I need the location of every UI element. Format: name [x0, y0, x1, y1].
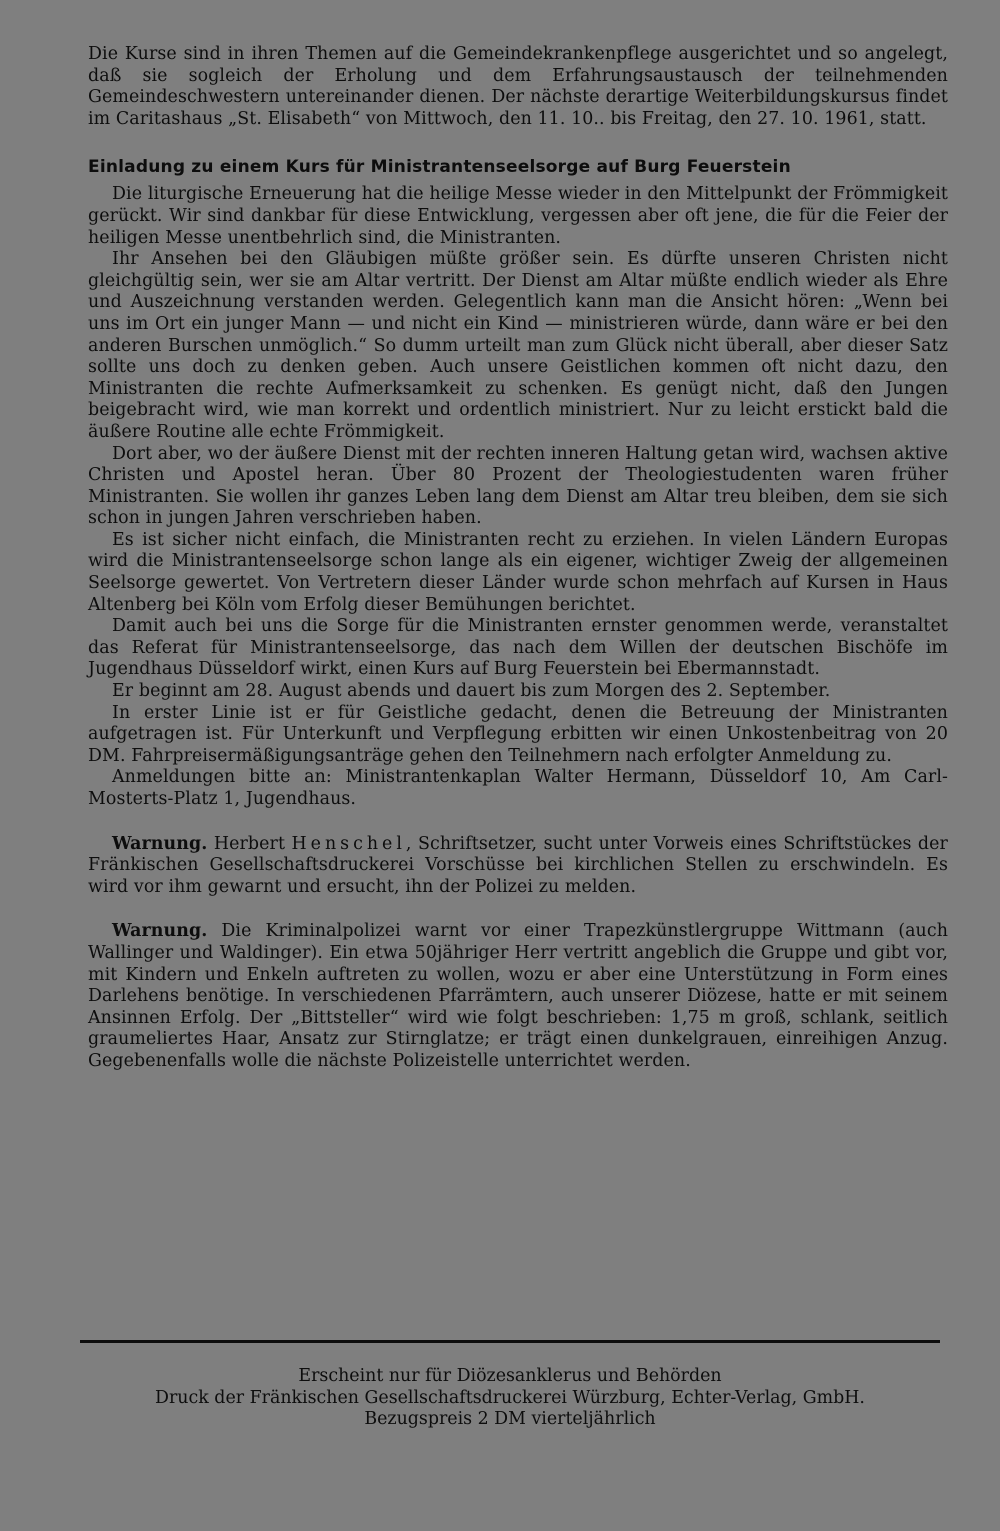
section-paragraph: In erster Linie ist er für Geistliche gedacht, denen die Betreuung der Ministranten aufgetragen ist. Für Unterkunft und Verpflegung erbitten wir einen Unkostenbeitrag von 20 DM. Fahrpreisermäßigungsanträge gehen den Teilnehmern nach erfolgter Anmeldung zu.: [88, 702, 948, 766]
warning-text: , Schriftsetzer, sucht unter Vorweis eines Schriftstückes der Fränkischen Gesellschaftsdruckerei Vorschüsse bei kirchlichen Stellen zu erschwindeln. Es wird vor ihm gewarnt und ersucht, ihn der Polizei zu melden.: [88, 833, 948, 897]
document-body: [88, 44, 948, 1073]
warning-henschel: [88, 834, 948, 899]
intro-paragraph: Die Kurse sind in ihren Themen auf die Gemeindekrankenpflege ausgerichtet und so angelegt, daß sie sogleich der Erholung und dem Erfahrungsaustausch der teilnehmenden Gemeindeschwestern untereinander dienen. Der nächste derartige Weiterbildungskursus findet im Caritashaus „St. Elisabeth“ von Mittwoch, den 11. 10.. bis Freitag, den 27. 10. 1961, statt.: [88, 44, 948, 129]
warning-text: Die Kriminalpolizei warnt vor einer Trapezkünstlergruppe Wittmann (auch Wallinger und Waldinger). Ein etwa 50jähriger Herr vertritt angeblich die Gruppe und gibt vor, mit Kindern und Enkeln auftreten zu wollen, wozu er aber eine Unterstützung in Form eines Darlehens benötige. In verschiedenen Pfarrämtern, auch unserer Diözese, hatte er mit seinem Ansinnen Erfolg. Der „Bittsteller“ wird wie folgt beschrieben: 1,75 m groß, schlank, seitlich graumeliertes Haar, Ansatz zur Stirnglatze; er trägt einen dunkelgrauen, einreihigen Anzug. Gegebenenfalls wolle die nächste Polizeistelle unterrichtet werden.: [88, 921, 948, 1071]
section-paragraph: Damit auch bei uns die Sorge für die Ministranten ernster genommen werde, veranstaltet das Referat für Ministrantenseelsorge, das nach dem Willen der deutschen Bischöfe im Jugendhaus Düsseldorf wirkt, einen Kurs auf Burg Feuerstein bei Ebermannstadt.: [88, 616, 948, 680]
section-paragraph: Ihr Ansehen bei den Gläubigen müßte größer sein. Es dürfte unseren Christen nicht gleichgültig sein, wer sie am Altar vertritt. Der Dienst am Altar müßte endlich wieder als Ehre und Auszeichnung verstanden werden. Gelegentlich kann man die Ansicht hören: „Wenn bei uns im Ort ein junger Mann — und nicht ein Kind — ministrieren würde, dann wäre er bei den anderen Burschen unmöglich.“ So dumm urteilt man zum Glück nicht überall, aber dieser Satz sollte uns doch zu denken geben. Auch unsere Geistlichen kommen oft nicht dazu, den Ministranten die rechte Aufmerksamkeit zu schenken. Es genügt nicht, daß den Jungen beigebracht wird, wie man korrekt und ordentlich ministriert. Nur zu leicht erstickt bald die äußere Routine alle echte Frömmigkeit.: [88, 249, 948, 442]
warning-name-spaced: Henschel: [291, 833, 406, 854]
section-heading: Einladung zu einem Kurs für Ministrantenseelsorge auf Burg Feuerstein: [88, 157, 791, 178]
section-paragraph: Dort aber, wo der äußere Dienst mit der rechten inneren Haltung getan wird, wachsen aktive Christen und Apostel heran. Über 80 Prozent der Theologiestudenten waren früher Ministranten. Sie wollen ihr ganzes Leben lang dem Dienst am Altar treu bleiben, dem sie sich schon in jungen Jahren verschrieben haben.: [88, 443, 948, 529]
footer-rule: [80, 1340, 940, 1343]
section-paragraph: Anmeldungen bitte an: Ministrantenkaplan Walter Hermann, Düsseldorf 10, Am Carl-Mosterts-Platz 1, Jugendhaus.: [88, 767, 948, 809]
warning-label: Warnung.: [112, 833, 208, 854]
footer-line: Bezugspreis 2 DM vierteljährlich: [364, 1409, 656, 1430]
warning-wittmann: [88, 921, 948, 1072]
section-paragraph: Er beginnt am 28. August abends und dauert bis zum Morgen des 2. September.: [112, 681, 831, 702]
warning-label: Warnung.: [112, 921, 208, 942]
warning-name-first: Herbert: [213, 833, 286, 854]
footer-line: Erscheint nur für Diözesanklerus und Behörden: [298, 1366, 722, 1386]
section-paragraph: Es ist sicher nicht einfach, die Ministranten recht zu erziehen. In vielen Ländern Europas wird die Ministrantenseelsorge schon lange als ein eigener, wichtiger Zweig der allgemeinen Seelsorge gewertet. Von Vertretern dieser Länder wurde schon mehrfach auf Kursen in Haus Altenberg bei Köln vom Erfolg dieser Bemühungen berichtet.: [88, 529, 948, 615]
section-paragraph: Die liturgische Erneuerung hat die heilige Messe wieder in den Mittelpunkt der Frömmigkeit gerückt. Wir sind dankbar für diese Entwicklung, vergessen aber oft jene, die für die Feier der heiligen Messe unentbehrlich sind, die Ministranten.: [88, 184, 948, 248]
footer: [80, 1366, 940, 1431]
footer-line: Druck der Fränkischen Gesellschaftsdruckerei Würzburg, Echter-Verlag, GmbH.: [155, 1387, 865, 1408]
